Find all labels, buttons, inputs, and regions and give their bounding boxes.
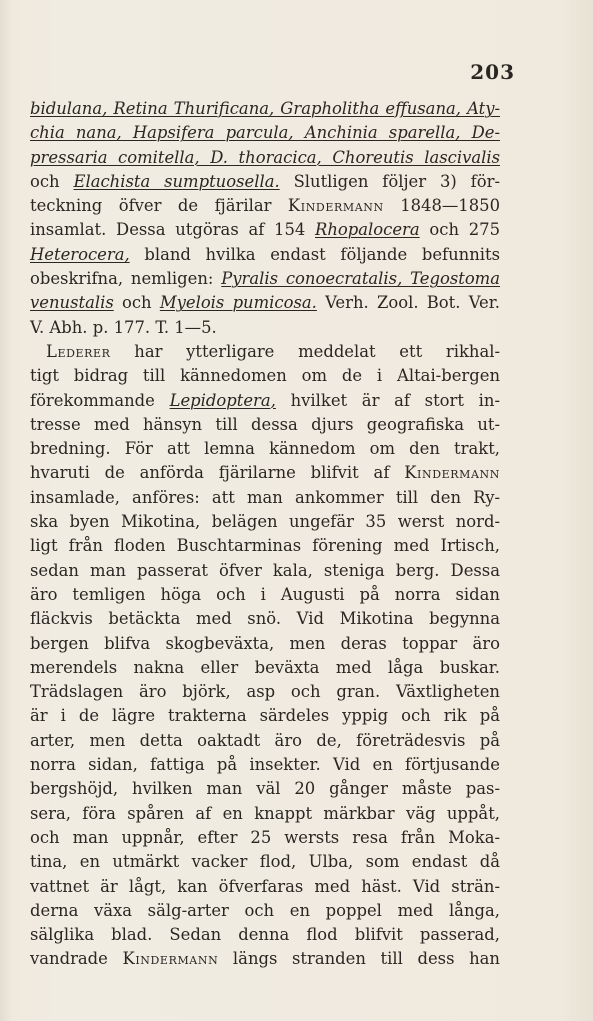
text-line [30, 291, 500, 315]
text-line [30, 850, 500, 874]
text-line [30, 121, 500, 145]
text-line [30, 461, 500, 485]
text-segment: V. Abh. p. 177. T. 1—5. [30, 317, 217, 337]
text-segment: insamlade, anföres: att man ankommer till den Ry- [30, 487, 500, 507]
text-line [30, 243, 500, 267]
person-name: Kindermann [404, 463, 500, 483]
text-segment: och [30, 171, 74, 191]
text-line [30, 170, 500, 194]
species-name: venustalis [30, 293, 114, 313]
text-line [30, 632, 500, 656]
text-segment: ska byen Mikotina, belägen ungefär 35 werst nord- [30, 512, 500, 532]
text-line [30, 437, 500, 461]
body-text [30, 97, 500, 972]
text-line [30, 802, 500, 826]
page-number: 203 [470, 60, 515, 84]
text-segment: sälglika blad. Sedan denna flod blifvit passerad, [30, 925, 500, 945]
text-line [30, 947, 500, 971]
text-line [30, 97, 500, 121]
text-line [30, 559, 500, 583]
text-segment: sedan man passerat öfver kala, steniga berg. Dessa [30, 560, 500, 580]
species-name: Heterocera, [30, 244, 130, 264]
text-segment: fläckvis betäckta med snö. Vid Mikotina begynna [30, 609, 500, 629]
text-segment: sera, föra spåren af en knappt märkbar väg uppåt, [30, 803, 500, 823]
species-name: Rhopalocera [315, 220, 420, 240]
text-line [30, 267, 500, 291]
text-line [30, 510, 500, 534]
text-line [30, 146, 500, 170]
text-segment: bland hvilka endast följande befunnits [129, 244, 500, 264]
text-segment: längs stranden till dess han [218, 949, 500, 969]
text-segment: arter, men detta oaktadt äro de, företrädesvis på [30, 730, 500, 750]
text-line [30, 413, 500, 437]
text-segment: bergshöjd, hvilken man väl 20 gånger måste pas- [30, 779, 500, 799]
text-line [30, 899, 500, 923]
species-name: Myelois pumicosa. [159, 293, 317, 313]
species-name: bidulana, Retina Thurificana, Grapholitha effusana, Aty- [30, 99, 500, 118]
text-line [30, 923, 500, 947]
text-line [30, 389, 500, 413]
person-name: Kindermann [122, 949, 219, 969]
text-line [30, 777, 500, 801]
species-name: Pyralis conoecratalis, Tegostoma [221, 269, 500, 289]
person-name: Lederer [46, 341, 111, 361]
text-segment: bergen blifva skogbeväxta, men deras toppar äro [30, 633, 500, 653]
species-name: pressaria comitella, D. thoracica, Choreutis lascivalis [30, 147, 500, 167]
text-segment: insamlat. Dessa utgöras af 154 [30, 220, 316, 240]
text-segment: hvaruti de anförda fjärilarne blifvit af [30, 463, 405, 483]
species-name: Lepidoptera, [169, 390, 276, 410]
text-segment: derna växa sälg-arter och en poppel med långa, [30, 900, 500, 920]
text-segment: har ytterligare meddelat ett rikhal- [110, 341, 500, 361]
text-segment: bredning. För att lemna kännedom om den trakt, [30, 439, 500, 459]
text-segment: Trädslagen äro björk, asp och gran. Växtligheten [30, 682, 500, 702]
text-segment: Slutligen följer 3) för- [279, 171, 500, 191]
text-line [30, 316, 500, 340]
text-segment: hvilket är af stort in- [275, 390, 501, 410]
species-name: chia nana, Hapsifera parcula, Anchinia sparella, De- [30, 123, 500, 143]
text-line [30, 218, 500, 242]
text-line [30, 826, 500, 850]
text-segment: och [113, 293, 160, 313]
text-line [30, 656, 500, 680]
text-segment: tina, en utmärkt vacker flod, Ulba, som endast då [30, 852, 500, 872]
text-segment: är i de lägre trakterna särdeles yppig och rik på [30, 706, 500, 726]
text-segment: tigt bidrag till kännedomen om de i Altai-bergen [30, 366, 500, 386]
text-line [30, 704, 500, 728]
text-segment: tresse med hänsyn till dessa djurs geografiska ut- [30, 414, 500, 434]
text-line [30, 583, 500, 607]
text-line [30, 364, 500, 388]
text-segment: norra sidan, fattiga på insekter. Vid en förtjusande [30, 755, 500, 775]
text-line [30, 486, 500, 510]
text-segment: ligt från floden Buschtarminas förening med Irtisch, [30, 536, 500, 556]
species-name: Elachista sumptuosella. [73, 171, 280, 191]
text-segment: äro temligen höga och i Augusti på norra sidan [30, 584, 500, 604]
text-segment: teckning öfver de fjärilar [30, 196, 288, 216]
text-segment: obeskrifna, nemligen: [30, 269, 222, 289]
text-line [30, 194, 500, 218]
text-line [30, 753, 500, 777]
text-line [30, 680, 500, 704]
person-name: Kindermann [287, 196, 384, 216]
text-segment: Verh. Zool. Bot. Ver. [316, 293, 500, 313]
text-segment: 1848—1850 [383, 196, 501, 216]
text-line [30, 340, 500, 364]
text-segment: vattnet är lågt, kan öfverfaras med häst. Vid strän- [30, 876, 500, 896]
text-segment: vandrade [30, 949, 123, 969]
text-line [30, 607, 500, 631]
text-line [30, 729, 500, 753]
text-segment: och man uppnår, efter 25 wersts resa från Moka- [30, 827, 500, 847]
text-segment: och 275 [419, 220, 501, 240]
text-segment: merendels nakna eller beväxta med låga buskar. [30, 657, 500, 677]
text-segment: förekommande [30, 390, 170, 410]
text-line [30, 534, 500, 558]
text-line [30, 875, 500, 899]
